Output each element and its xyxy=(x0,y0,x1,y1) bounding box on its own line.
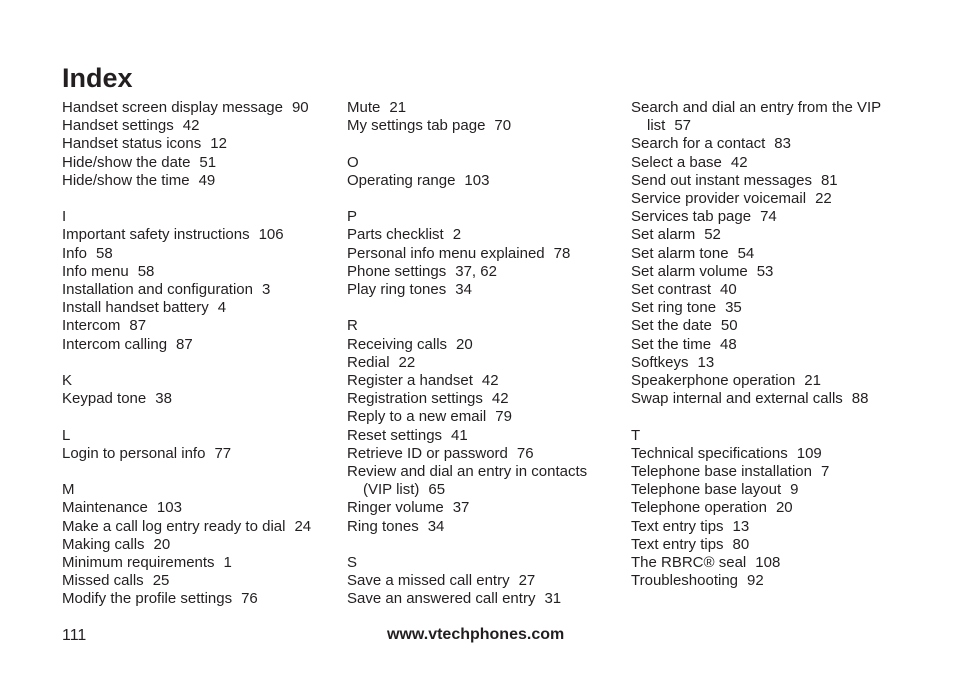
index-entry-page: 49 xyxy=(198,171,216,189)
index-entry xyxy=(631,263,921,281)
index-group xyxy=(62,372,337,408)
index-entry-page: 4 xyxy=(217,299,227,317)
index-entry-text: Save a missed call entry xyxy=(347,572,510,590)
index-entry-page: 20 xyxy=(153,535,171,553)
index-entry-text: Operating range xyxy=(347,171,456,189)
index-entry-text: Set alarm volume xyxy=(631,262,748,280)
index-entry xyxy=(631,135,921,153)
index-entry xyxy=(631,354,921,372)
index-group xyxy=(347,208,617,299)
index-entry xyxy=(62,299,337,317)
index-entry-page: 70 xyxy=(494,117,512,135)
index-entry-page: 108 xyxy=(755,554,781,572)
index-entry-text: Receiving calls xyxy=(347,335,448,353)
index-entry-page: 3 xyxy=(261,281,271,299)
index-entry xyxy=(631,299,921,317)
index-entry-page: 51 xyxy=(199,153,217,171)
index-entry-page: 21 xyxy=(804,372,821,390)
index-entry xyxy=(631,154,921,172)
index-group xyxy=(347,154,617,190)
index-entry-text: Reset settings xyxy=(347,426,443,444)
index-entry-page: 42 xyxy=(182,117,200,135)
index-entry xyxy=(62,135,337,153)
index-entry xyxy=(631,390,921,408)
index-entry xyxy=(347,263,617,281)
index-entry-page: 106 xyxy=(258,226,284,244)
index-entry xyxy=(62,554,337,572)
index-group xyxy=(62,427,337,463)
index-entry-page: 42 xyxy=(481,372,499,389)
index-letter-heading: L xyxy=(62,426,71,444)
index-entry-text: Install handset battery xyxy=(62,299,209,317)
index-entry xyxy=(62,281,337,299)
index-letter-heading: O xyxy=(347,153,359,171)
index-column-1 xyxy=(62,99,337,627)
index-entry-text: Set contrast xyxy=(631,281,712,299)
index-entry-text: Technical specifications xyxy=(631,444,788,462)
index-entry-text: Login to personal info xyxy=(62,444,206,462)
index-letter-heading: T xyxy=(631,426,641,444)
index-entry xyxy=(631,245,921,263)
index-entry-page: 13 xyxy=(697,353,715,371)
index-entry-page: 25 xyxy=(152,572,170,590)
index-entry xyxy=(62,99,337,117)
index-entry xyxy=(347,281,617,299)
index-entry-page: 90 xyxy=(291,99,309,116)
index-entry-page: 2 xyxy=(452,226,462,244)
index-entry xyxy=(62,572,337,590)
index-entry-page: 7 xyxy=(820,463,830,481)
index-entry-page: 42 xyxy=(730,153,748,171)
index-entry-text: Play ring tones xyxy=(347,281,447,298)
index-entry-text: Select a base xyxy=(631,153,722,171)
index-entry-page: 87 xyxy=(129,317,147,335)
index-entry xyxy=(62,336,337,354)
index-entry-page: 77 xyxy=(214,444,232,462)
index-entry-page: 42 xyxy=(491,390,509,408)
index-entry xyxy=(62,263,337,281)
index-entry-page: 87 xyxy=(176,335,193,353)
index-entry-page: 109 xyxy=(796,444,822,462)
index-group xyxy=(347,317,617,535)
index-entry xyxy=(347,463,617,499)
index-entry-page: 22 xyxy=(398,353,416,371)
index-entry-page: 37, 62 xyxy=(455,262,497,280)
index-entry-page: 24 xyxy=(294,517,312,535)
index-entry-page: 27 xyxy=(518,572,536,590)
index-entry-text: Search and dial an entry from the VIP xyxy=(631,99,882,116)
index-entry-text: Phone settings xyxy=(347,262,447,280)
index-entry-text: Text entry tips xyxy=(631,535,724,553)
index-entry-text: Send out instant messages xyxy=(631,171,812,189)
index-column-3 xyxy=(631,99,921,609)
index-entry xyxy=(347,518,617,536)
index-letter-heading: S xyxy=(347,554,358,572)
index-entry xyxy=(631,226,921,244)
index-entry xyxy=(631,499,921,517)
index-entry-text: Info menu xyxy=(62,262,129,280)
index-column-2 xyxy=(347,99,617,627)
index-entry xyxy=(347,336,617,354)
index-entry-page: 48 xyxy=(720,335,737,353)
index-entry xyxy=(62,518,337,536)
index-entry-text: Retrieve ID or password xyxy=(347,444,508,462)
index-entry-page: 53 xyxy=(756,262,774,280)
index-entry-page: 79 xyxy=(495,408,512,426)
index-entry-page: 22 xyxy=(815,190,832,208)
index-letter-heading: I xyxy=(62,208,67,226)
index-entry-text: Minimum requirements xyxy=(62,554,215,572)
index-entry xyxy=(62,499,337,517)
index-entry-page: 76 xyxy=(516,444,534,462)
index-entry-text: Parts checklist xyxy=(347,226,444,244)
index-entry-page: 40 xyxy=(720,281,737,299)
index-entry-page: 20 xyxy=(775,499,793,517)
index-group xyxy=(62,208,337,354)
index-entry xyxy=(347,572,617,590)
index-entry-text: The RBRC® seal xyxy=(631,554,747,572)
index-entry-text: Speakerphone operation xyxy=(631,372,796,390)
index-entry xyxy=(631,317,921,335)
index-group xyxy=(62,99,337,190)
index-entry-text: Important safety instructions xyxy=(62,226,250,244)
index-entry-text: Info xyxy=(62,244,88,262)
index-entry-text: Make a call log entry ready to dial xyxy=(62,517,286,535)
index-entry-page: 88 xyxy=(851,390,869,408)
index-entry xyxy=(631,372,921,390)
index-entry-text: Handset status icons xyxy=(62,135,202,153)
index-entry-text: Making calls xyxy=(62,535,145,553)
index-entry xyxy=(347,226,617,244)
index-entry-text: Modify the profile settings xyxy=(62,590,233,608)
index-entry-text: Telephone base installation xyxy=(631,463,812,481)
index-entry-page: 76 xyxy=(241,590,258,608)
index-entry xyxy=(62,445,337,463)
index-entry xyxy=(347,172,617,190)
index-entry xyxy=(347,99,617,117)
index-entry xyxy=(631,536,921,554)
index-entry-text: Search for a contact xyxy=(631,135,766,153)
index-entry xyxy=(631,572,921,590)
index-entry-page: 103 xyxy=(156,499,182,517)
index-entry-text: Mute xyxy=(347,99,381,116)
index-entry-page: 12 xyxy=(210,135,227,153)
index-entry xyxy=(347,354,617,372)
index-entry-page: 58 xyxy=(137,262,155,280)
index-entry-page: 83 xyxy=(774,135,791,153)
footer-page-number: 111 xyxy=(62,627,87,644)
index-group xyxy=(347,99,617,135)
index-entry xyxy=(631,518,921,536)
index-entry-text: Ring tones xyxy=(347,517,419,535)
index-letter-heading: M xyxy=(62,481,75,499)
index-entry xyxy=(347,445,617,463)
index-entry xyxy=(347,408,617,426)
index-entry-page: 20 xyxy=(456,335,473,353)
index-entry-text: Ringer volume xyxy=(347,499,444,517)
index-entry-text: Set the time xyxy=(631,335,712,353)
index-entry-text: Personal info menu explained xyxy=(347,244,545,262)
index-entry-text: Keypad tone xyxy=(62,390,147,408)
index-entry-text: Handset screen display message xyxy=(62,99,283,116)
index-group xyxy=(631,427,921,591)
index-entry-text: Hide/show the time xyxy=(62,171,190,189)
index-entry-page: 21 xyxy=(389,99,407,116)
index-entry xyxy=(347,499,617,517)
index-entry-page: 65 xyxy=(428,481,446,499)
index-entry xyxy=(347,590,617,608)
index-entry-page: 38 xyxy=(155,390,172,408)
page-title: Index xyxy=(62,63,133,93)
index-entry-text: Handset settings xyxy=(62,117,174,135)
index-letter-heading: K xyxy=(62,372,73,390)
index-entry xyxy=(347,372,617,390)
index-entry-page: 9 xyxy=(790,481,799,499)
index-entry-text: Softkeys xyxy=(631,353,689,371)
index-entry-text: Troubleshooting xyxy=(631,572,739,590)
index-entry-continuation-text: list xyxy=(647,117,666,135)
index-entry-text: Telephone base layout xyxy=(631,481,782,499)
index-entry-text: Services tab page xyxy=(631,208,752,226)
index-entry-page: 52 xyxy=(704,226,721,244)
index-entry-text: Set ring tone xyxy=(631,299,717,317)
index-entry-text: Set alarm tone xyxy=(631,244,729,262)
index-entry-text: Set alarm xyxy=(631,226,696,244)
index-letter-heading: R xyxy=(347,317,358,335)
index-entry xyxy=(62,536,337,554)
index-entry xyxy=(347,245,617,263)
index-entry-page: 81 xyxy=(820,171,838,189)
index-entry-page: 31 xyxy=(544,590,562,608)
index-entry-text: Intercom xyxy=(62,317,121,335)
index-entry xyxy=(62,172,337,190)
index-entry-text: Redial xyxy=(347,353,390,371)
index-entry xyxy=(62,590,337,608)
index-entry-page: 1 xyxy=(223,554,232,572)
index-entry xyxy=(631,281,921,299)
index-entry-text: My settings tab page xyxy=(347,117,486,135)
index-entry xyxy=(631,208,921,226)
index-entry xyxy=(62,226,337,244)
index-group xyxy=(631,99,921,408)
index-entry xyxy=(347,117,617,135)
index-entry-text: Maintenance xyxy=(62,499,148,517)
index-entry xyxy=(347,390,617,408)
index-entry-text: Installation and configuration xyxy=(62,281,253,299)
index-entry-continuation xyxy=(347,481,617,499)
index-entry-text: Intercom calling xyxy=(62,335,168,353)
index-entry-text: Save an answered call entry xyxy=(347,590,536,608)
index-group xyxy=(347,554,617,609)
index-entry-text: Telephone operation xyxy=(631,499,767,517)
index-entry-page: 13 xyxy=(732,517,750,535)
index-entry xyxy=(631,445,921,463)
index-entry-page: 35 xyxy=(725,299,742,317)
index-entry-text: Service provider voicemail xyxy=(631,190,807,208)
index-entry-continuation-text: (VIP list) xyxy=(363,481,420,499)
index-entry-page: 50 xyxy=(720,317,738,335)
index-entry-page: 54 xyxy=(737,244,755,262)
index-entry-page: 92 xyxy=(747,572,764,590)
index-entry xyxy=(631,481,921,499)
index-group xyxy=(62,481,337,608)
index-entry xyxy=(631,554,921,572)
index-entry-page: 41 xyxy=(451,426,468,444)
index-entry-text: Reply to a new email xyxy=(347,408,487,426)
index-entry xyxy=(631,190,921,208)
index-entry-text: Registration settings xyxy=(347,390,483,408)
index-entry-text: Missed calls xyxy=(62,572,144,590)
index-entry-page: 74 xyxy=(760,208,777,226)
index-entry xyxy=(62,390,337,408)
index-entry xyxy=(631,336,921,354)
index-entry xyxy=(347,427,617,445)
index-entry-page: 58 xyxy=(96,244,113,262)
index-letter-heading: P xyxy=(347,208,358,226)
index-entry-page: 34 xyxy=(427,517,445,535)
index-entry-text: Set the date xyxy=(631,317,712,335)
index-entry-page: 57 xyxy=(674,117,692,135)
footer-website-link[interactable]: www.vtechphones.com xyxy=(387,626,565,643)
index-entry xyxy=(631,172,921,190)
index-entry xyxy=(62,117,337,135)
index-entry-text: Register a handset xyxy=(347,372,473,389)
index-entry xyxy=(631,463,921,481)
index-entry-text: Text entry tips xyxy=(631,517,724,535)
index-entry-page: 103 xyxy=(464,171,490,189)
index-entry-page: 37 xyxy=(452,499,470,517)
index-entry-page: 80 xyxy=(732,535,750,553)
index-entry-text: Hide/show the date xyxy=(62,153,191,171)
index-entry-page: 78 xyxy=(553,244,571,262)
index-entry-page: 34 xyxy=(455,281,472,298)
index-entry xyxy=(631,99,921,135)
index-entry-continuation xyxy=(631,117,921,135)
index-entry xyxy=(62,154,337,172)
index-entry-text: Review and dial an entry in contacts xyxy=(347,463,588,481)
index-entry xyxy=(62,245,337,263)
index-entry xyxy=(62,317,337,335)
index-entry-text: Swap internal and external calls xyxy=(631,390,843,408)
